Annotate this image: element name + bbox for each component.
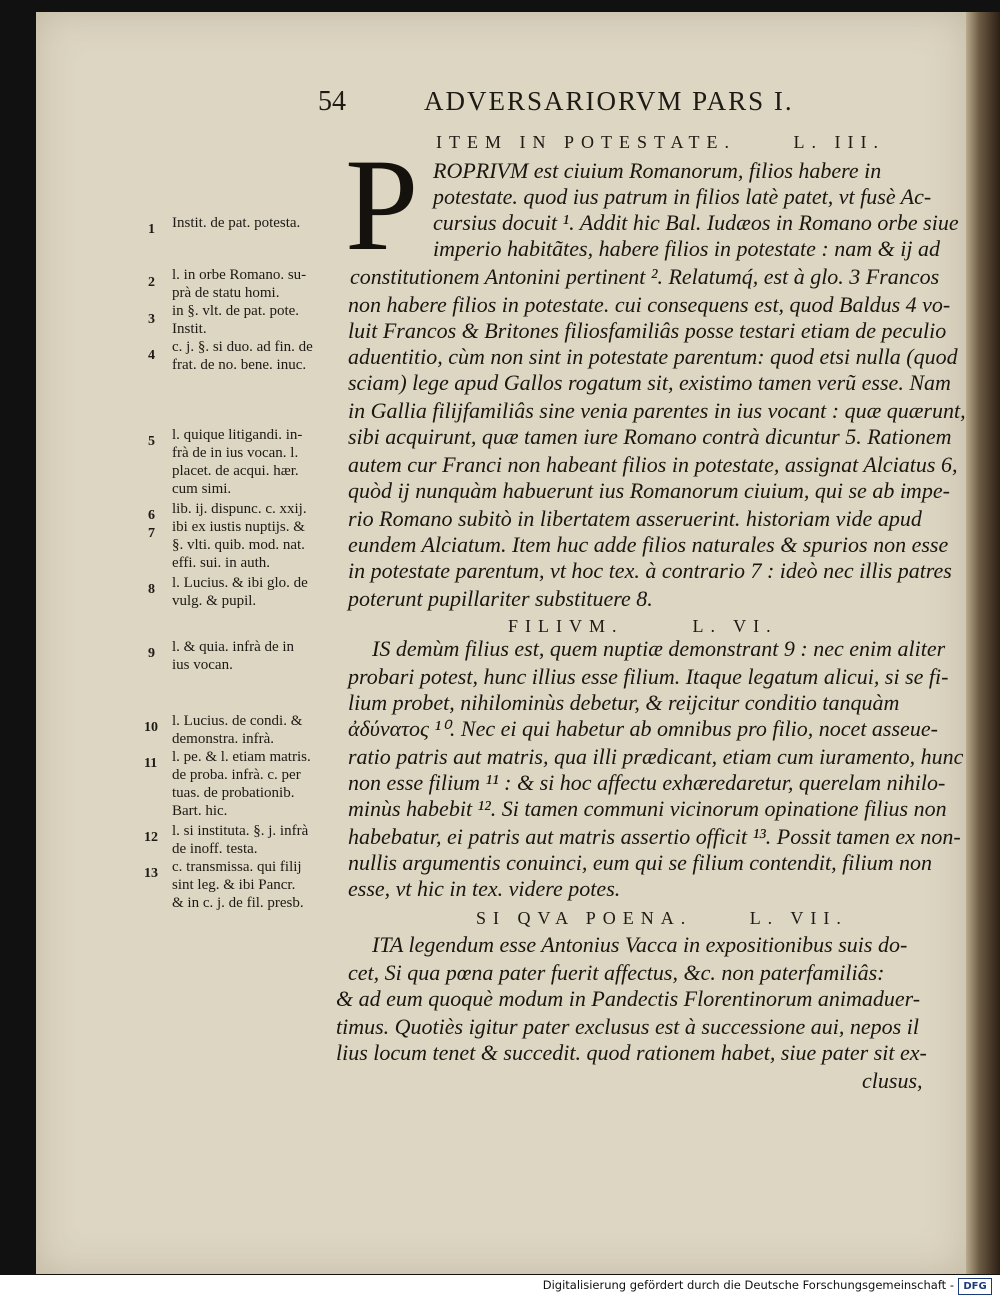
footer-credit: Digitalisierung gefördert durch die Deutsche Forschungsgemeinschaft - [542,1278,954,1292]
text-line: habebatur, ei patris aut matris assertio officit ¹³. Possit tamen ex non- [348,824,961,849]
note-number: 10 [144,720,158,735]
text-line: timus. Quotiès igitur pater exclusus est à successione aui, nepos il [336,1014,919,1039]
text-line: constitutionem Antonini pertinent ². Relatumq́, est à glo. 3 Francos [350,264,940,289]
note-number: 8 [148,582,155,597]
marginal-note: l. pe. & l. etiam matris. de proba. infrà. c. per tuas. de probationib. Bart. hic. [172,749,311,819]
text-line: cet, Si qua pœna pater fuerit affectus, &c. non paterfamiliâs: [348,960,885,985]
note-number: 7 [148,526,155,541]
section-title-item-in-potestate: ITEM IN POTESTATE. L. III. [436,132,886,152]
note-number: 6 [148,508,155,523]
text-line: in potestate parentum, vt hoc tex. à contrario 7 : ideò nec illis patres [348,558,952,583]
marginal-note: l. quique litigandi. in- frà de in ius vocan. l. placet. de acqui. hær. cum simi. [172,427,303,497]
text-line: lius locum tenet & succedit. quod rationem habet, siue pater sit ex- [336,1040,927,1065]
section-title-si-qua-poena: SI QVA POENA. L. VII. [476,908,848,928]
text-line: esse, vt hic in tex. videre potes. [348,876,621,901]
text-line: autem cur Franci non habeant filios in potestate, assignat Alciatus 6, [348,452,958,477]
note-number: 9 [148,646,155,661]
marginal-note: l. & quia. infrà de in ius vocan. [172,639,295,673]
drop-cap: P [345,131,419,278]
text-line: non esse filium ¹¹ : & si hoc affectu exhæredaretur, querelam nihilo- [348,770,946,795]
text-line: ratio patris aut matris, qua illi prædicant, etiam cum iuramento, hunc [348,744,964,769]
text-line: probari potest, hunc illius esse filium. Itaque legatum alicui, si se fi- [348,664,949,689]
text-line: rio Romano subitò in libertatem asseruerint. historiam vide apud [348,506,922,531]
text-line: lium probet, nihilominùs debetur, & reijcitur conditio tanquàm [348,690,900,715]
marginal-note: l. in orbe Romano. su- prà de statu homi. [172,267,307,301]
marginal-note: c. j. §. si duo. ad fin. de frat. de no. bene. inuc. [172,339,313,373]
text-line: ITA legendum esse Antonius Vacca in expositionibus suis do- [372,932,908,957]
book-spine [966,12,1000,1274]
running-title: ADVERSARIORVM PARS I. [424,86,794,116]
note-number: 12 [144,830,158,845]
note-number: 13 [144,866,158,881]
marginal-note: l. Lucius. & ibi glo. de vulg. & pupil. [172,575,308,609]
footer-bar [0,1275,1000,1297]
text-line: clusus, [862,1068,923,1093]
marginal-note: c. transmissa. qui filij sint leg. & ibi Pancr. & in c. j. de fil. presb. [172,859,304,911]
text-line: minùs habebit ¹². Si tamen communi vicinorum opinatione filius non [348,796,947,821]
note-number: 1 [148,222,155,237]
page-number: 54 [318,86,346,117]
text-line: IS demùm filius est, quem nuptiæ demonstrant 9 : nec enim aliter [372,636,946,661]
text-line: non habere filios in potestate. cui consequens est, quod Baldus 4 vo- [348,292,951,317]
text-line: luit Francos & Britones filiosfamiliâs posse testari etiam de peculio [348,318,947,343]
marginal-note: lib. ij. dispunc. c. xxij. [172,501,307,517]
text-line: eundem Alciatum. Item huc adde filios naturales & spurios non esse [348,532,949,557]
text-line: sibi acquirunt, quæ tamen iure Romano contrà dicuntur 5. Rationem [348,424,952,449]
note-number: 4 [148,348,155,363]
text-line: aduentitio, cùm non sint in potestate parentum: quod etsi nulla (quod [348,344,958,369]
text-line: sciam) lege apud Gallos rogatum sit, existimo tamen verũ esse. Nam [348,370,951,395]
dfg-logo-icon: DFG [958,1278,992,1295]
text-line: in Gallia filijfamiliâs sine venia parentes in ius vocant : quæ quærunt, [348,398,966,423]
text-line: poterunt pupillariter substituere 8. [348,586,653,611]
text-line: cursius docuit ¹. Addit hic Bal. Iudæos in Romano orbe siue [433,210,959,235]
marginal-note: Instit. de pat. potesta. [172,215,301,231]
text-line: nullis argumentis conuinci, eum qui se filium contendit, filium non [348,850,932,875]
marginal-note: l. si instituta. §. j. infrà de inoff. testa. [172,823,309,857]
text-line: ἀδύνατος ¹⁰. Nec ei qui habetur ab omnibus pro filio, nocet asseue- [348,716,938,741]
note-number: 2 [148,275,155,290]
note-number: 11 [144,756,158,771]
marginal-note: ibi ex iustis nuptijs. & §. vlti. quib. mod. nat. effi. sui. in auth. [172,519,305,571]
text-line: potestate. quod ius patrum in filios latè patet, vt fusè Ac- [433,184,932,209]
note-number: 3 [148,312,155,327]
section-title-filium: FILIVM. L. VI. [508,616,778,636]
marginal-note: in §. vlt. de pat. pote. Instit. [172,303,300,337]
text-line: ROPRIVM est ciuium Romanorum, filios habere in [433,158,882,183]
text-line: quòd ij nunquàm habuerunt ius Romanorum ciuium, qui se ab impe- [348,478,950,503]
marginal-note: l. Lucius. de condi. & demonstra. infrà. [172,713,303,747]
note-number: 5 [148,434,155,449]
text-line: & ad eum quoquè modum in Pandectis Florentinorum animaduer- [336,986,921,1011]
text-line: imperio habitãtes, habere filios in potestate : nam & ij ad [433,236,940,261]
